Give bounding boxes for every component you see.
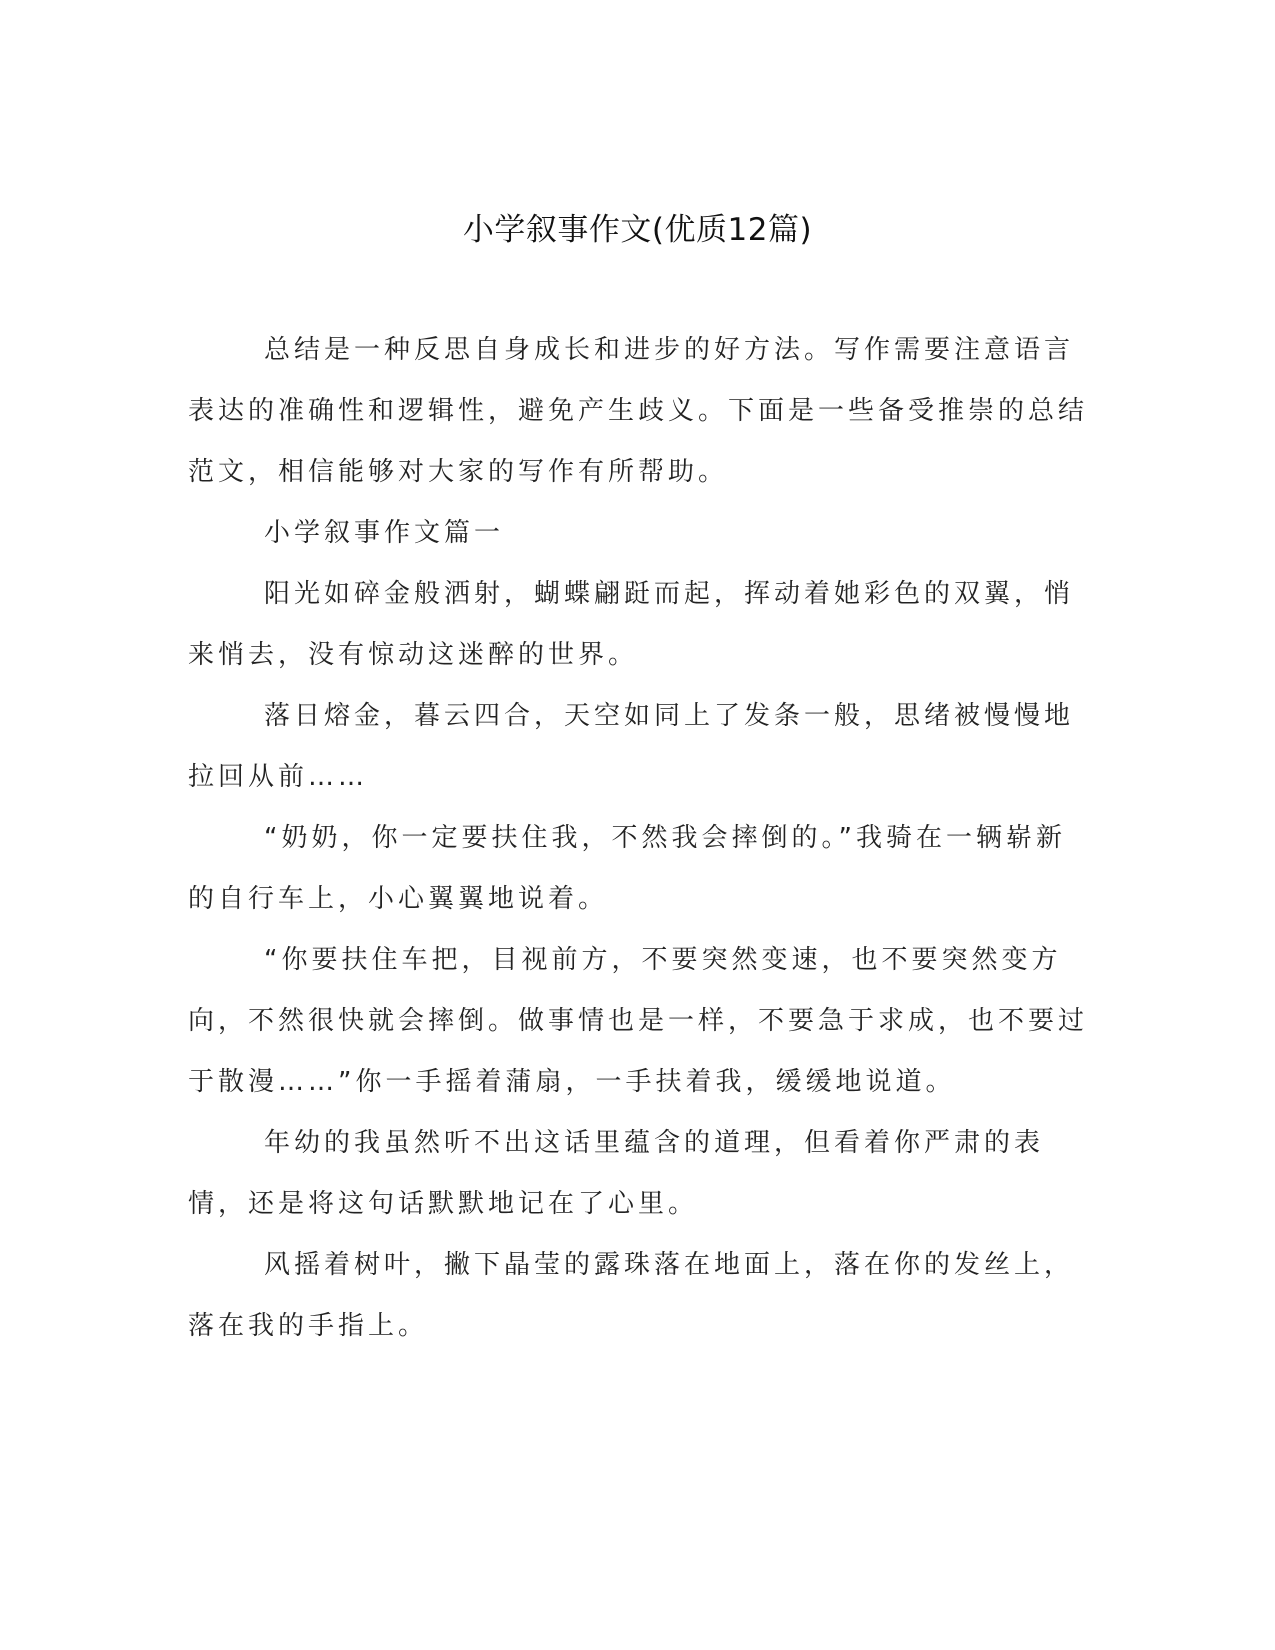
document-title: 小学叙事作文(优质12篇) [462,212,813,248]
paragraph: “奶奶，你一定要扶住我，不然我会摔倒的。”我骑在一辆崭新的自行车上，小心翼翼地说着。 [188,823,1066,914]
document-body [188,320,1088,1357]
paragraph-intro: 总结是一种反思自身成长和进步的好方法。写作需要注意语言表达的准确性和逻辑性，避免产生歧义。下面是一些备受推崇的总结范文，相信能够对大家的写作有所帮助。 [188,335,1089,487]
paragraph: “你要扶住车把，目视前方，不要突然变速，也不要突然变方向，不然很快就会摔倒。做事情也是一样，不要急于求成，也不要过于散漫……”你一手摇着蒲扇，一手扶着我，缓缓地说道。 [188,945,1089,1097]
paragraph: 年幼的我虽然听不出这话里蕴含的道理，但看着你严肃的表情，还是将这句话默默地记在了心里。 [188,1128,1045,1219]
paragraph: 阳光如碎金般洒射，蝴蝶翩跹而起，挥动着她彩色的双翼，悄来悄去，没有惊动这迷醉的世界。 [188,579,1075,670]
section-heading: 小学叙事作文篇一 [264,518,505,548]
paragraph: 落日熔金，暮云四合，天空如同上了发条一般，思绪被慢慢地拉回从前…… [188,701,1075,792]
paragraph: 风摇着树叶，撇下晶莹的露珠落在地面上，落在你的发丝上，落在我的手指上。 [188,1250,1075,1341]
